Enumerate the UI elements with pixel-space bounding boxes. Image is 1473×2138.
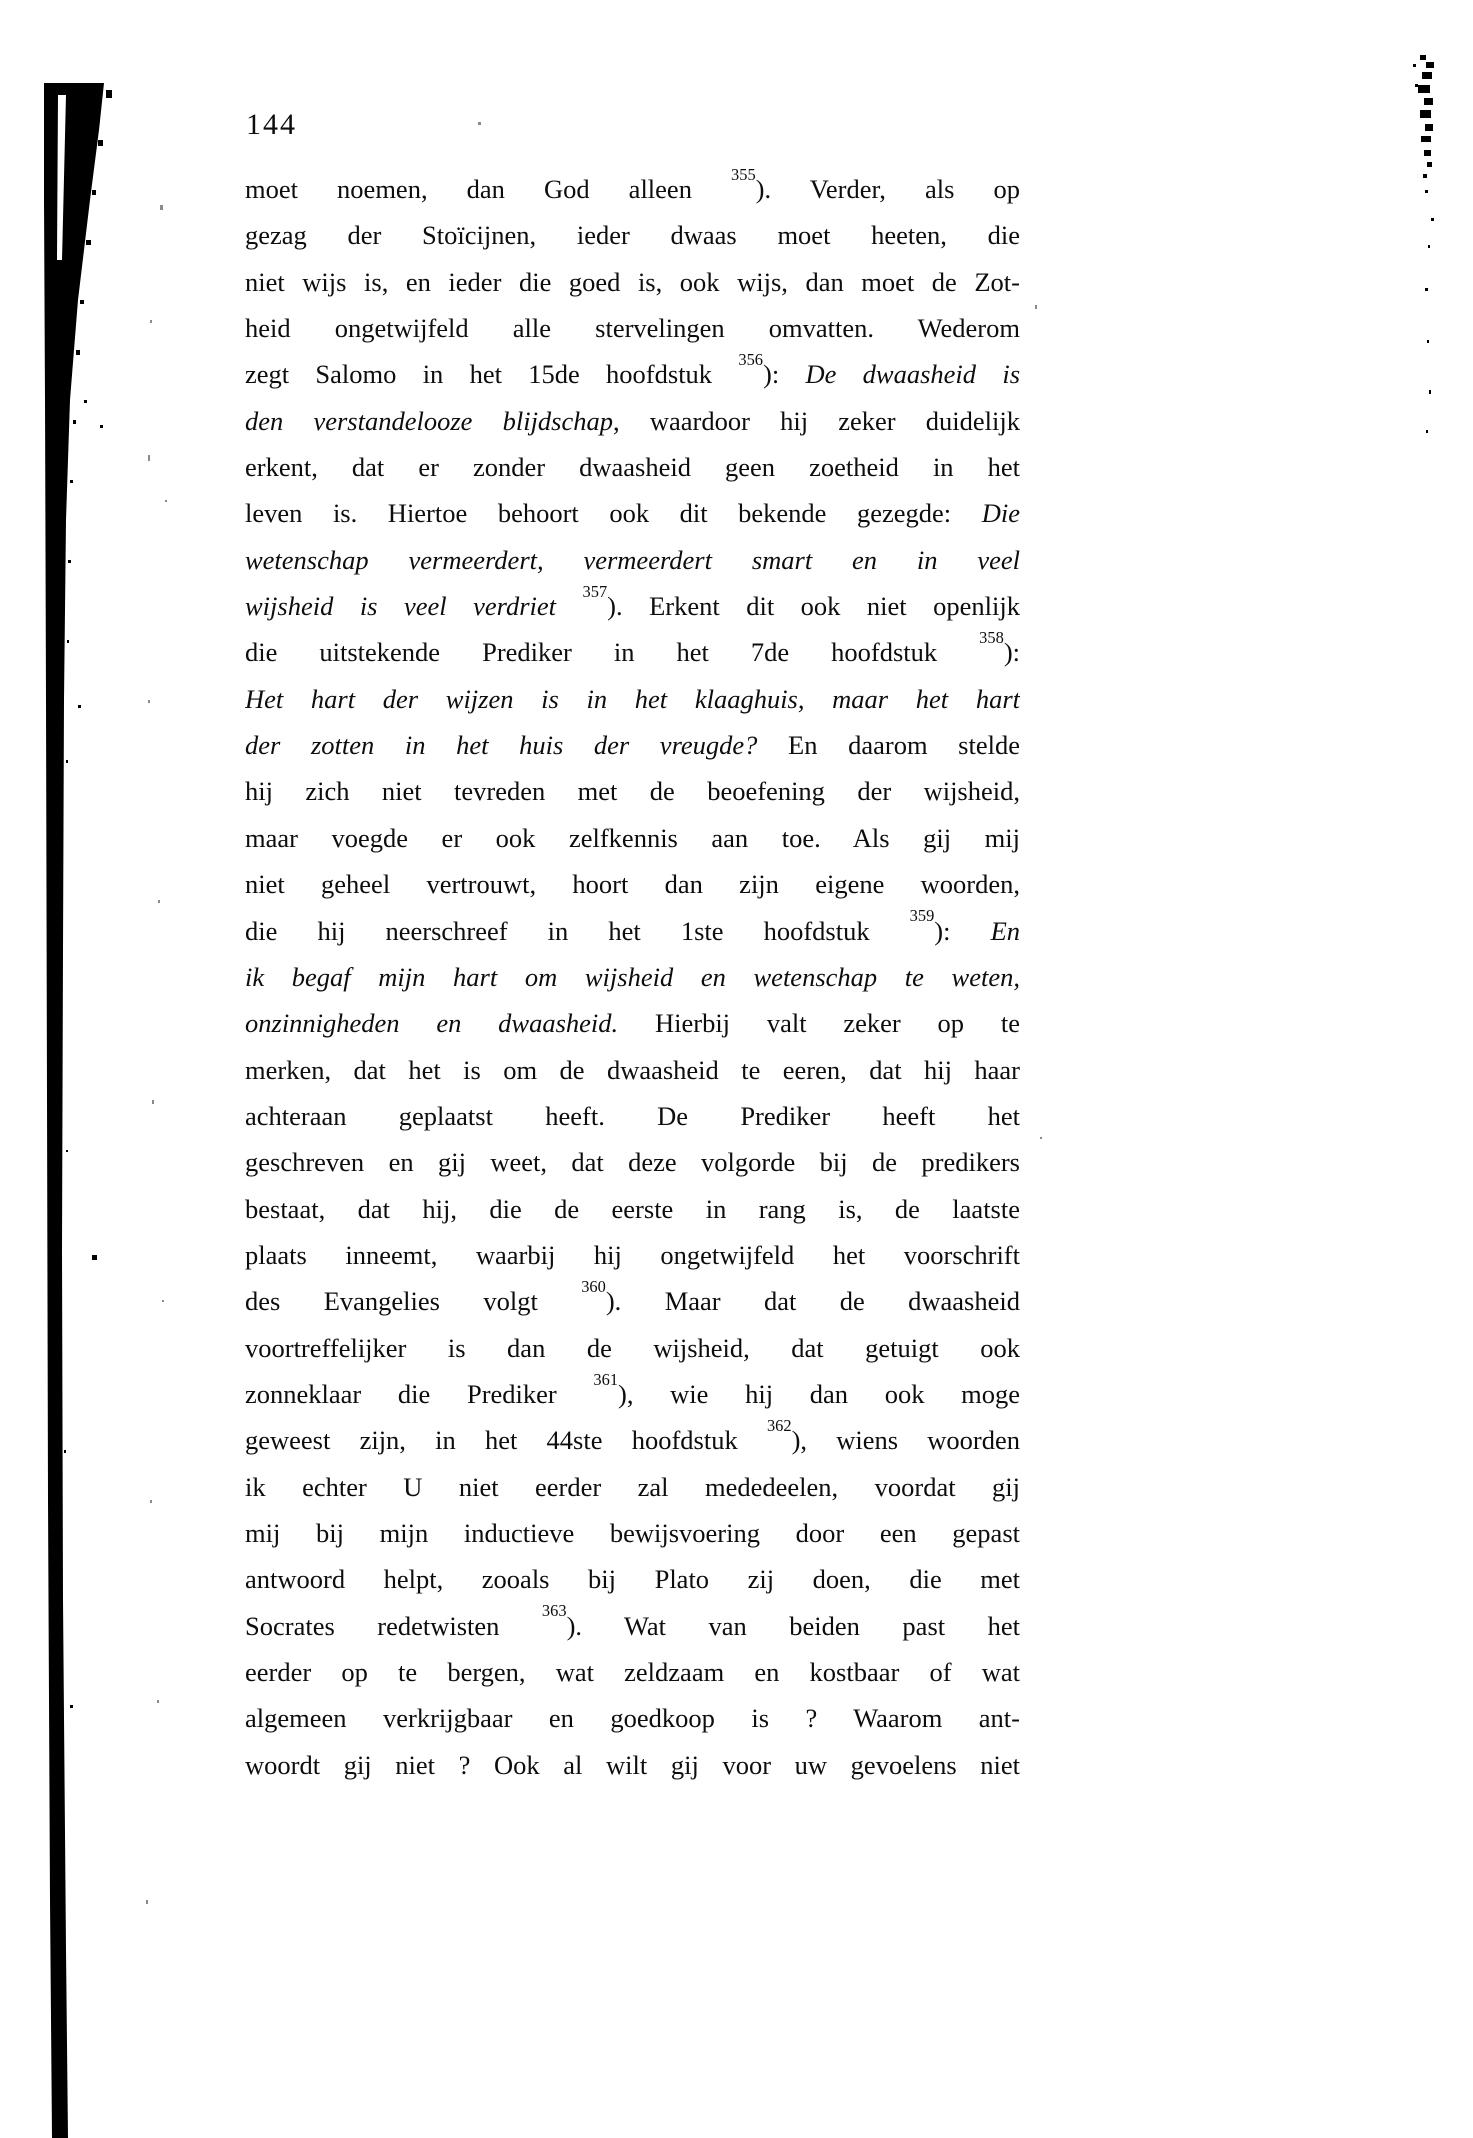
roman-text: leven is. Hiertoe behoort ook dit bekende gezegde: <box>245 498 982 529</box>
roman-text: moet noemen, dan God alleen <box>245 174 732 204</box>
roman-text: mij bij mijn inductieve bewijsvoering door een gepast <box>245 1517 1020 1548</box>
text-line <box>245 1742 1020 1788</box>
text-line <box>245 1603 1020 1649</box>
roman-text: ). Maar dat de dwaasheid <box>605 1286 1020 1317</box>
text-line <box>245 768 1020 814</box>
roman-text: Hierbij valt zeker op te <box>654 1008 1020 1039</box>
text-line <box>245 305 1020 351</box>
roman-text: achteraan geplaatst heeft. De Prediker heeft het <box>245 1100 1020 1131</box>
text-line <box>245 676 1020 722</box>
roman-text: geschreven en gij weet, dat deze volgorde bij de predikers <box>245 1147 1020 1178</box>
text-line <box>245 1278 1020 1324</box>
text-line <box>245 166 1020 212</box>
italic-text: Die <box>981 498 1020 529</box>
roman-text: ), wie hij dan ook moge <box>618 1378 1020 1409</box>
italic-text: wetenschap vermeerdert, vermeerdert smart en in veel <box>245 544 1020 575</box>
italic-text: Het hart der wijzen is in het klaaghuis, maar het hart <box>245 683 1020 714</box>
italic-text: der zotten in het huis der vreugde? <box>245 730 789 761</box>
roman-text: antwoord helpt, zooals bij Plato zij doen, die met <box>245 1564 1020 1595</box>
footnote-reference: 361 <box>593 1370 619 1389</box>
text-line <box>245 1695 1020 1741</box>
text-line <box>245 1325 1020 1371</box>
roman-text: die hij neerschreef in het 1ste hoofdstuk <box>245 915 910 946</box>
roman-text: bestaat, dat hij, die de eerste in rang is, de laatste <box>245 1193 1020 1224</box>
roman-text: gezag der Stoïcijnen, ieder dwaas moet heeten, die <box>245 220 1020 251</box>
roman-text: erkent, dat er zonder dwaasheid geen zoetheid in het <box>245 452 1020 483</box>
italic-text: onzinnigheden en dwaasheid. <box>245 1008 655 1039</box>
roman-text: ): <box>763 359 806 390</box>
text-line <box>245 954 1020 1000</box>
roman-text: En daarom stelde <box>788 730 1020 761</box>
text-line <box>245 1000 1020 1046</box>
text-line <box>245 351 1020 397</box>
roman-text: voortreffelijker is dan de wijsheid, dat getuigt ook <box>245 1332 1020 1363</box>
italic-text: En <box>990 915 1020 946</box>
text-line <box>245 1464 1020 1510</box>
roman-text: Socrates redetwisten <box>245 1610 542 1641</box>
scan-binding-strip <box>0 0 130 2138</box>
roman-text: ): <box>934 915 991 946</box>
text-line <box>245 1232 1020 1278</box>
scan-speckle-top-right <box>1412 40 1472 460</box>
text-line <box>245 490 1020 536</box>
footnote-reference: 358 <box>979 629 1004 648</box>
footnote-reference: 356 <box>738 351 763 370</box>
footnote-reference: 363 <box>541 1602 567 1621</box>
text-line <box>245 1510 1020 1556</box>
text-line <box>245 629 1020 675</box>
text-line <box>245 537 1020 583</box>
text-line <box>245 444 1020 490</box>
roman-text: geweest zijn, in het 44ste hoofdstuk <box>245 1425 767 1456</box>
roman-text: hij zich niet tevreden met de beoefening der wijsheid, <box>245 776 1020 807</box>
roman-text: eerder op te bergen, wat zeldzaam en kostbaar of wat <box>245 1657 1020 1687</box>
text-line <box>245 815 1020 861</box>
text-line <box>245 259 1020 305</box>
text-line <box>245 1047 1020 1093</box>
body-text <box>245 166 1020 1788</box>
roman-text: maar voegde er ook zelfkennis aan toe. Als gij mij <box>245 822 1020 853</box>
roman-text: zonneklaar die Prediker <box>245 1378 594 1409</box>
footnote-reference: 357 <box>582 583 608 601</box>
text-line <box>245 1371 1020 1417</box>
text-line <box>245 1556 1020 1602</box>
roman-text: algemeen verkrijgbaar en goedkoop is ? Waarom ant- <box>245 1703 1020 1734</box>
footnote-reference: 360 <box>581 1278 606 1296</box>
roman-text: ). Wat van beiden past het <box>566 1610 1020 1641</box>
text-line <box>245 212 1020 258</box>
text-line <box>245 1093 1020 1139</box>
footnote-reference: 362 <box>766 1417 792 1435</box>
roman-text: heid ongetwijfeld alle stervelingen omvatten. Wederom <box>245 313 1020 344</box>
italic-text: den verstandelooze blijdschap <box>245 405 614 436</box>
roman-text: ). Verder, als op <box>755 174 1020 204</box>
roman-text: niet geheel vertrouwt, hoort dan zijn eigene woorden, <box>245 869 1020 900</box>
roman-text: , waardoor hij zeker duidelijk <box>613 405 1020 436</box>
roman-text: ): <box>1003 637 1020 668</box>
roman-text: ). Erkent dit ook niet openlijk <box>607 591 1020 622</box>
roman-text: zegt Salomo in het 15de hoofdstuk <box>245 359 739 390</box>
page-number: 144 <box>246 108 297 141</box>
text-line <box>245 861 1020 907</box>
italic-text: ik begaf mijn hart om wijsheid en wetenschap te weten, <box>245 961 1020 992</box>
italic-text: De dwaasheid is <box>805 359 1020 390</box>
roman-text: die uitstekende Prediker in het 7de hoofdstuk <box>245 637 980 668</box>
roman-text: ik echter U niet eerder zal mededeelen, voordat gij <box>245 1471 1020 1502</box>
roman-text: merken, dat het is om de dwaasheid te eeren, dat hij haar <box>245 1054 1020 1085</box>
text-line <box>245 398 1020 444</box>
text-line <box>245 1417 1020 1463</box>
roman-text: ), wiens woorden <box>791 1425 1020 1456</box>
text-line <box>245 1139 1020 1185</box>
roman-text: niet wijs is, en ieder die goed is, ook wijs, dan moet de Zot- <box>245 266 1020 297</box>
text-line <box>245 1186 1020 1232</box>
text-line <box>245 1649 1020 1695</box>
footnote-reference: 355 <box>731 166 756 184</box>
text-line <box>245 908 1020 954</box>
text-line <box>245 583 1020 629</box>
roman-text: plaats inneemt, waarbij hij ongetwijfeld het voorschrift <box>245 1239 1020 1270</box>
roman-text: des Evangelies volgt <box>245 1286 582 1317</box>
italic-text: wijsheid is veel verdriet <box>245 591 583 622</box>
footnote-reference: 359 <box>909 907 935 926</box>
roman-text: woordt gij niet ? Ook al wilt gij voor uw gevoelens niet <box>245 1749 1020 1780</box>
text-line <box>245 722 1020 768</box>
